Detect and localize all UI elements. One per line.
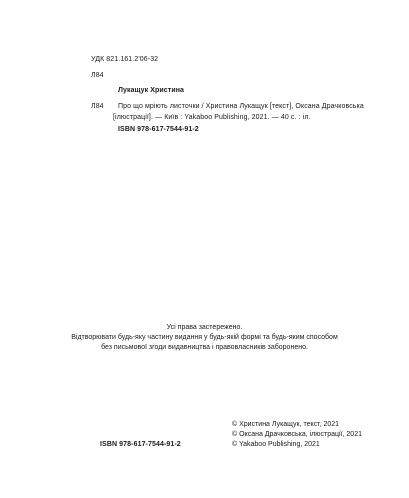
isbn-footer: ISBN 978-617-7544-91-2 <box>100 441 181 448</box>
copyright-publisher: © Yakaboo Publishing, 2021 <box>232 441 320 448</box>
bibliographic-entry-line-1: Про що мріють листочки / Христина Лукащук [текст], Оксана Драчковська <box>118 103 364 110</box>
copyright-block <box>232 420 362 450</box>
author-code: Л84 <box>91 72 104 79</box>
rights-line-3: без письмової згоди видавництва і правовласників заборонено. <box>101 344 308 351</box>
rights-line-1: Усі права застережено. <box>166 324 243 331</box>
bibliographic-entry-line-2: [ілюстрації]. — Київ : Yakaboo Publishing, 2021. — 40 с. : іл. <box>113 114 311 121</box>
udk-code: УДК 821.161.2'06-32 <box>91 56 159 63</box>
copyright-illustrator: © Оксана Драчковська, ілюстрації, 2021 <box>232 431 362 438</box>
rights-line-2: Відтворювати будь-яку частину видання у будь-якій формі та будь-яким способом <box>71 334 338 341</box>
author-name: Лукащук Христина <box>118 87 185 94</box>
isbn-catalog: ISBN 978-617-7544-91-2 <box>118 126 199 133</box>
copyright-author: © Христина Лукащук, текст, 2021 <box>232 421 340 428</box>
rights-notice <box>0 323 409 353</box>
entry-code: Л84 <box>91 103 104 110</box>
